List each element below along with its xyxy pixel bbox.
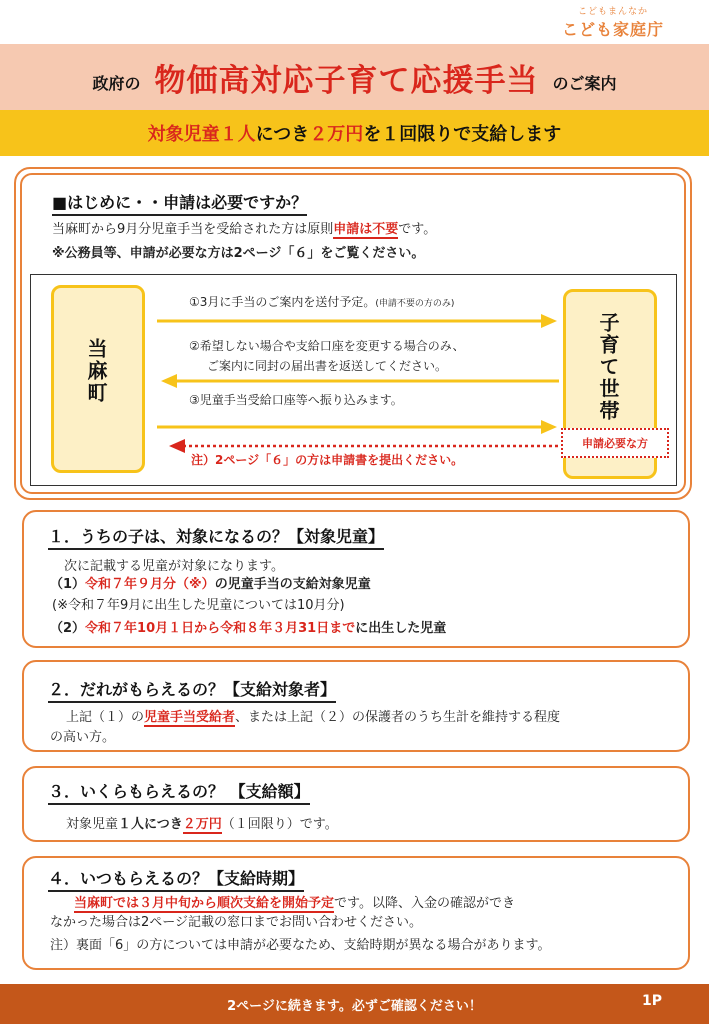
- intro-line-1c: です。: [398, 222, 437, 237]
- s3-once: （１回限り）です。: [221, 817, 338, 832]
- step1-note: (申請不要の方のみ): [375, 299, 455, 309]
- s1-item-1-num: （1）: [50, 577, 86, 592]
- s4-line-1b: です。以降、入金の確認ができ: [334, 896, 515, 911]
- s1-item-1-text: の児童手当の支給対象児童: [214, 577, 371, 592]
- application-note: 注）2ページ「６」の方は申請書を提出ください。: [191, 453, 464, 467]
- step2-label-2: ご案内に同封の届出書を返送してください。: [207, 359, 448, 373]
- s3-target: 対象児童: [66, 817, 119, 832]
- s1-item-1-period: 令和７年９月分（※）: [85, 577, 215, 592]
- s1-item-2-text: に出生した児童: [355, 621, 447, 636]
- banner-amount: ２万円: [309, 124, 364, 145]
- intro-line-1: [52, 218, 436, 237]
- section-4-title: ４．いつもらえるの？【支給時期】: [48, 866, 304, 892]
- s3-per-child: １人につき: [118, 817, 183, 832]
- banner-target: 対象児童: [147, 124, 220, 145]
- step2-label-1: ②希望しない場合や支給口座を変更する場合のみ、: [189, 339, 465, 353]
- s1-item-2-period: 令和７年10月１日から令和８年３月31日まで: [85, 621, 356, 636]
- s4-start: 当麻町では３月中旬から順次支給を開始予定: [74, 896, 335, 911]
- s2-line-1a: 上記（１）の: [66, 710, 145, 725]
- intro-title: ■はじめに・・申請は必要ですか？: [52, 190, 307, 216]
- s1-line-3: (※令和７年9月に出生した児童については10月分): [52, 598, 345, 613]
- s2-line-1: [66, 706, 560, 725]
- banner-count: １人: [219, 124, 256, 145]
- s1-line-4: [50, 617, 446, 636]
- s3-amount: ２万円: [182, 817, 222, 832]
- s1-item-2-num: （2）: [50, 621, 86, 636]
- s4-line-1: [74, 892, 515, 911]
- banner-per: につき: [255, 124, 310, 145]
- footer-bar: [0, 984, 709, 1024]
- s2-recipient: 児童手当受給者: [144, 710, 236, 725]
- intro-line-2: ※公務員等、申請が必要な方は2ページ「６」をご覧ください。: [52, 246, 425, 261]
- section-1-title: １．うちの子は、対象になるの？【対象児童】: [48, 524, 384, 550]
- banner-rest: を１回限りで支給します: [363, 124, 562, 145]
- intro-line-1a: 当麻町から9月分児童手当を受給された方は原則: [52, 222, 334, 237]
- title-band: [0, 44, 709, 110]
- agency-name: こども家庭庁: [561, 20, 664, 39]
- agency-tagline: こどもまんなか: [577, 7, 648, 17]
- footer-message: 2ページに続きます。必ずご確認ください！: [227, 999, 482, 1014]
- s4-line-2: なかった場合は2ページ記載の窓口までお問い合わせください。: [50, 915, 423, 930]
- page-number: 1P: [642, 993, 663, 1009]
- household-label: 子育て世帯: [596, 312, 620, 422]
- s4-line-3: 注）裏面「6」の方については申請が必要なため、支給時期が異なる場合があります。: [50, 938, 551, 953]
- summary-banner: [0, 110, 709, 156]
- town-label: 当麻町: [84, 338, 108, 404]
- step1-text: ①3月に手当のご案内を送付予定。: [189, 295, 376, 309]
- no-application-needed: 申請は不要: [333, 222, 399, 237]
- s1-line-1: 次に記載する児童が対象になります。: [64, 559, 284, 574]
- section-3-title: ３．いくらもらえるの？ 【支給額】: [48, 779, 310, 805]
- page-title: 物価高対応子育て応援手当: [154, 62, 539, 99]
- s2-line-2: の高い方。: [50, 730, 116, 745]
- agency-logo: [548, 4, 678, 40]
- arrow-step3: [157, 420, 557, 434]
- arrow-step2: [161, 374, 559, 388]
- step1-label: [189, 293, 454, 310]
- s2-line-1c: 、または上記（２）の保護者のうち生計を維持する程度: [235, 710, 561, 725]
- arrow-step1: [157, 314, 557, 328]
- step3-label: ③児童手当受給口座等へ振り込みます。: [189, 393, 403, 407]
- section-2-title: ２．だれがもらえるの？【支給対象者】: [48, 677, 336, 703]
- s1-line-2: [50, 573, 371, 592]
- title-suffix: のご案内: [552, 73, 617, 93]
- application-required-tag: 申請必要な方: [561, 428, 669, 458]
- title-prefix: 政府の: [92, 73, 141, 93]
- s3-line-1: [66, 813, 338, 832]
